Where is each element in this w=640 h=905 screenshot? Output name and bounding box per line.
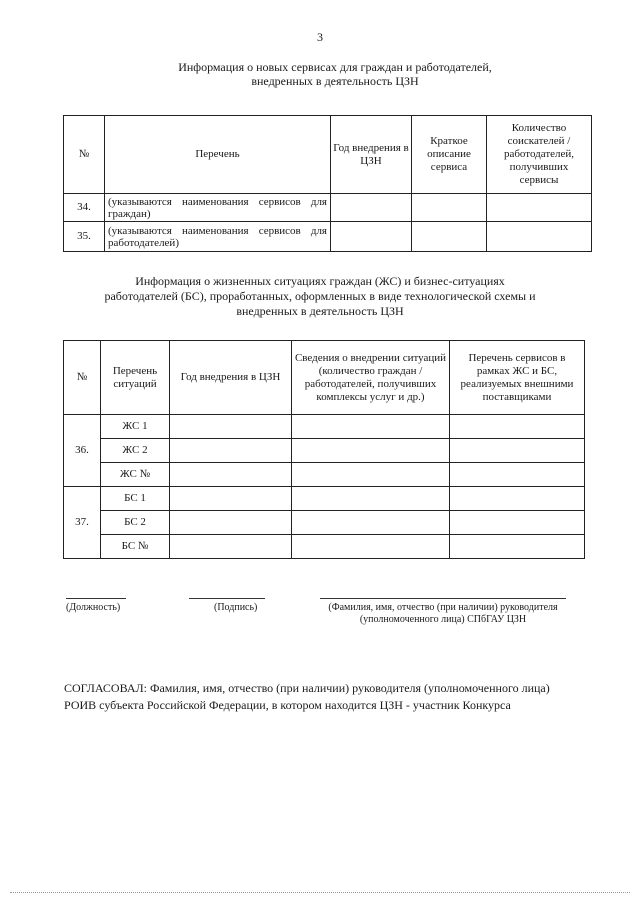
info-cell[interactable] — [292, 511, 450, 535]
situation-label: ЖС 1 — [101, 415, 170, 439]
agreed-line2: РОИВ субъекта Российской Федерации, в котором находится ЦЗН - участник Конкурса — [64, 698, 511, 712]
agreed-block — [64, 680, 604, 714]
section1-title-line1: Информация о новых сервисах для граждан и работодателей, — [178, 60, 492, 74]
agreed-line1: СОГЛАСОВАЛ: Фамилия, имя, отчество (при наличии) руководителя (уполномоченного лица) — [64, 681, 550, 695]
situation-label: БС № — [101, 535, 170, 559]
services-table-header — [64, 116, 592, 194]
table-row — [64, 487, 585, 511]
year-cell[interactable] — [170, 439, 292, 463]
row-count-cell[interactable] — [487, 194, 592, 222]
row-desc-cell[interactable] — [412, 194, 487, 222]
scan-edge-line — [10, 892, 630, 893]
group-num: 37. — [64, 487, 101, 559]
header-year: Год внедрения в ЦЗН — [331, 116, 412, 194]
header-year: Год внедрения в ЦЗН — [170, 341, 292, 415]
year-cell[interactable] — [170, 415, 292, 439]
name-line — [320, 598, 566, 599]
name-caption-line2: (уполномоченного лица) СПбГАУ ЦЗН — [359, 614, 527, 625]
page-number: 3 — [317, 30, 323, 44]
table-row — [64, 463, 585, 487]
table-row — [64, 535, 585, 559]
situation-label: ЖС № — [101, 463, 170, 487]
situation-label: ЖС 2 — [101, 439, 170, 463]
year-cell[interactable] — [170, 511, 292, 535]
section1-title-line2: внедренных в деятельность ЦЗН — [251, 74, 419, 88]
year-cell[interactable] — [170, 463, 292, 487]
header-info: Сведения о внедрении ситуаций (количество граждан / работодателей, получивших комплексы услуг и др.) — [292, 341, 450, 415]
signature-line — [189, 598, 265, 599]
header-count: Количество соискателей / работодателей, получивших сервисы — [487, 116, 592, 194]
year-cell[interactable] — [170, 487, 292, 511]
situation-label: БС 1 — [101, 487, 170, 511]
row-year-cell[interactable] — [331, 222, 412, 252]
services-cell[interactable] — [450, 511, 585, 535]
info-cell[interactable] — [292, 439, 450, 463]
row-text: (указываются наименования сервисов для граждан) — [105, 194, 331, 222]
situations-table — [63, 340, 585, 559]
header-list: Перечень — [105, 116, 331, 194]
section2-title — [90, 274, 550, 319]
row-text: (указываются наименования сервисов для работодателей) — [105, 222, 331, 252]
services-table — [63, 115, 592, 252]
services-cell[interactable] — [450, 415, 585, 439]
year-cell[interactable] — [170, 535, 292, 559]
services-cell[interactable] — [450, 535, 585, 559]
position-caption: (Должность) — [66, 602, 121, 613]
situations-table-header — [64, 341, 585, 415]
info-cell[interactable] — [292, 415, 450, 439]
name-caption-line1: (Фамилия, имя, отчество (при наличии) руководителя — [328, 602, 558, 613]
signature-caption: (Подпись) — [214, 602, 258, 613]
section2-title-line1: Информация о жизненных ситуациях граждан (ЖС) и бизнес-ситуациях — [135, 274, 505, 288]
header-num: № — [64, 116, 105, 194]
section2-title-line2: работодателей (БС), проработанных, оформленных в виде технологической схемы и — [104, 289, 536, 303]
header-list: Перечень ситуаций — [101, 341, 170, 415]
table-row — [64, 415, 585, 439]
section1-title — [130, 60, 540, 88]
situation-label: БС 2 — [101, 511, 170, 535]
services-cell[interactable] — [450, 463, 585, 487]
group-num: 36. — [64, 415, 101, 487]
header-desc: Краткое описание сервиса — [412, 116, 487, 194]
row-year-cell[interactable] — [331, 194, 412, 222]
row-num: 35. — [64, 222, 105, 252]
table-row — [64, 439, 585, 463]
name-caption — [320, 602, 566, 626]
table-row — [64, 194, 592, 222]
table-row — [64, 222, 592, 252]
section2-title-line3: внедренных в деятельность ЦЗН — [236, 304, 404, 318]
row-desc-cell[interactable] — [412, 222, 487, 252]
header-num: № — [64, 341, 101, 415]
info-cell[interactable] — [292, 463, 450, 487]
services-cell[interactable] — [450, 439, 585, 463]
info-cell[interactable] — [292, 487, 450, 511]
header-services: Перечень сервисов в рамках ЖС и БС, реализуемых внешними поставщиками — [450, 341, 585, 415]
table-row — [64, 511, 585, 535]
position-line — [66, 598, 126, 599]
row-num: 34. — [64, 194, 105, 222]
row-count-cell[interactable] — [487, 222, 592, 252]
info-cell[interactable] — [292, 535, 450, 559]
services-cell[interactable] — [450, 487, 585, 511]
